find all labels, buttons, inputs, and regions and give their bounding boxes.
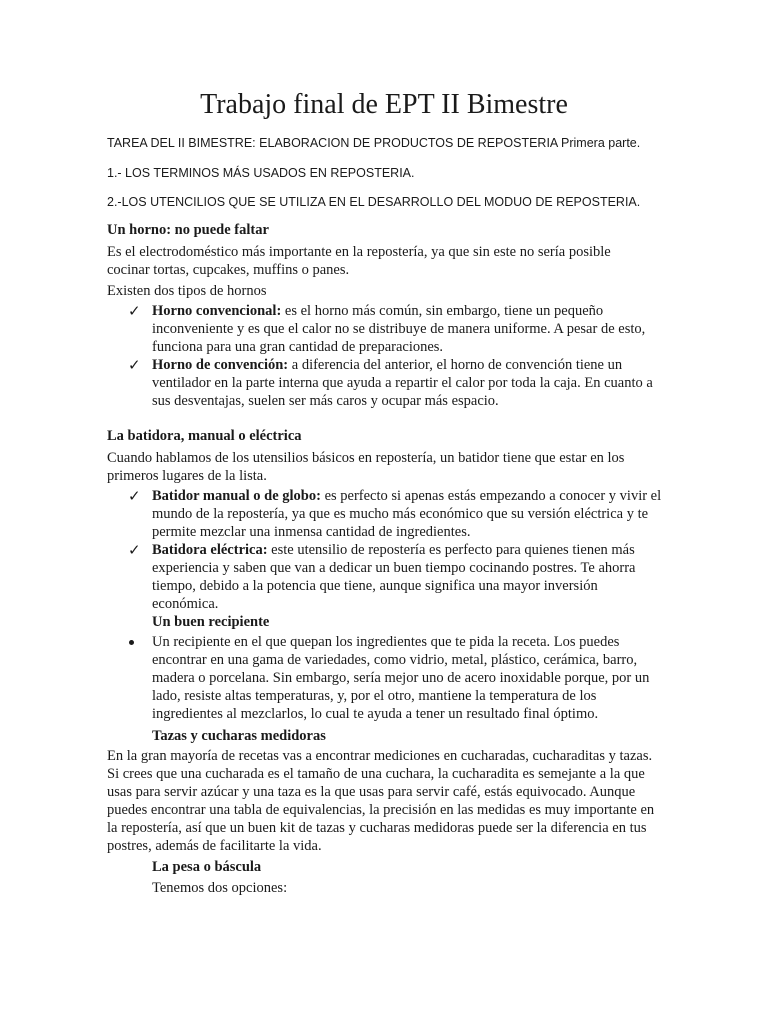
desc-batidora-electrica: este utensilio de repostería es perfecto para quienes tienen más experiencia y saben que van a dedicar un buen tiempo cocinando postres. Te ahorra tiempo, debido a la potencia que tiene, aunque significa una mayor inversión económica. bbox=[152, 542, 636, 612]
pesa-text: Tenemos dos opciones: bbox=[152, 880, 288, 896]
list-item-batidor-manual bbox=[152, 487, 662, 541]
section-heading-horno: Un horno: no puede faltar bbox=[107, 222, 269, 238]
section-heading-tazas: Tazas y cucharas medidoras bbox=[152, 728, 326, 744]
list-item-batidora-electrica bbox=[152, 541, 662, 613]
document-title: Trabajo final de EPT II Bimestre bbox=[200, 89, 568, 120]
bullet-icon bbox=[129, 640, 134, 645]
desc-horno-convencional: es el horno más común, sin embargo, tiene un pequeño inconveniente y es que el calor no se distribuye de manera uniforme. A pesar de esto, funciona para una gran cantidad de preparaciones. bbox=[152, 303, 646, 355]
list-item-horno-convencional bbox=[152, 302, 662, 356]
checkmark-icon: ✓ bbox=[128, 356, 141, 374]
desc-batidor-manual: es perfecto si apenas estás empezando a conocer y vivir el mundo de la repostería, ya que es mucho más económico que su versión eléctrica y te permite mezclar una inmensa cantidad de ingredientes. bbox=[152, 488, 662, 540]
task-line-3: 2.-LOS UTENCILIOS QUE SE UTILIZA EN EL DESARROLLO DEL MODUO DE REPOSTERIA. bbox=[107, 195, 641, 209]
horno-intro: Es el electrodoméstico más importante en la repostería, ya que sin este no sería posible cocinar tortas, cupcakes, muffins o panes. bbox=[107, 244, 611, 278]
task-line-1: TAREA DEL II BIMESTRE: ELABORACION DE PRODUCTOS DE REPOSTERIA Primera parte. bbox=[107, 136, 641, 150]
task-line-2: 1.- LOS TERMINOS MÁS USADOS EN REPOSTERIA. bbox=[107, 166, 415, 180]
section-heading-pesa: La pesa o báscula bbox=[152, 859, 262, 875]
desc-horno-conveccion: a diferencia del anterior, el horno de convención tiene un ventilador en la parte interna que ayuda a repartir el calor por toda la caja. En cuanto a sus desventajas, suelen ser más caros y ocupar más espacio. bbox=[152, 357, 653, 409]
section-heading-batidora: La batidora, manual o eléctrica bbox=[107, 428, 302, 444]
term-batidor-manual: Batidor manual o de globo: bbox=[152, 488, 321, 504]
checkmark-icon: ✓ bbox=[128, 541, 141, 559]
list-item-recipiente: Un recipiente en el que quepan los ingredientes que te pida la receta. Los puedes encontrar en una gama de variedades, como vidrio, metal, plástico, cerámica, barro, madera o porcelana. Sin embargo, sería mejor uno de acero inoxidable porque, por un lado, resiste altas temperaturas, y, por el otro, mantiene la temperatura de los ingredientes al mezclarlos, lo cual te ayuda a tener un resultado final óptimo. bbox=[152, 634, 650, 722]
horno-types-line: Existen dos tipos de hornos bbox=[107, 283, 267, 299]
batidora-intro: Cuando hablamos de los utensilios básicos en repostería, un batidor tiene que estar en los primeros lugares de la lista. bbox=[107, 450, 625, 484]
tazas-text: En la gran mayoría de recetas vas a encontrar mediciones en cucharadas, cucharaditas y tazas. Si crees que una cucharada es el tamaño de una cuchara, la cucharadita es semejante a la que usas para servir azúcar y una taza es la que usas para servir café, estás equivocado. Aunque puedes encontrar una tabla de equivalencias, la precisión en las medidas es muy importante en la repostería, así que un buen kit de tazas y cucharas medidoras puede ser la diferencia en tus postres, además de facilitarte la vida. bbox=[107, 748, 655, 854]
term-batidora-electrica: Batidora eléctrica: bbox=[152, 542, 268, 558]
checkmark-icon: ✓ bbox=[128, 487, 141, 505]
term-horno-conveccion: Horno de convención: bbox=[152, 357, 289, 373]
section-heading-recipiente: Un buen recipiente bbox=[152, 614, 270, 630]
term-horno-convencional: Horno convencional: bbox=[152, 303, 282, 319]
list-item-horno-conveccion bbox=[152, 356, 662, 410]
checkmark-icon: ✓ bbox=[128, 302, 141, 320]
